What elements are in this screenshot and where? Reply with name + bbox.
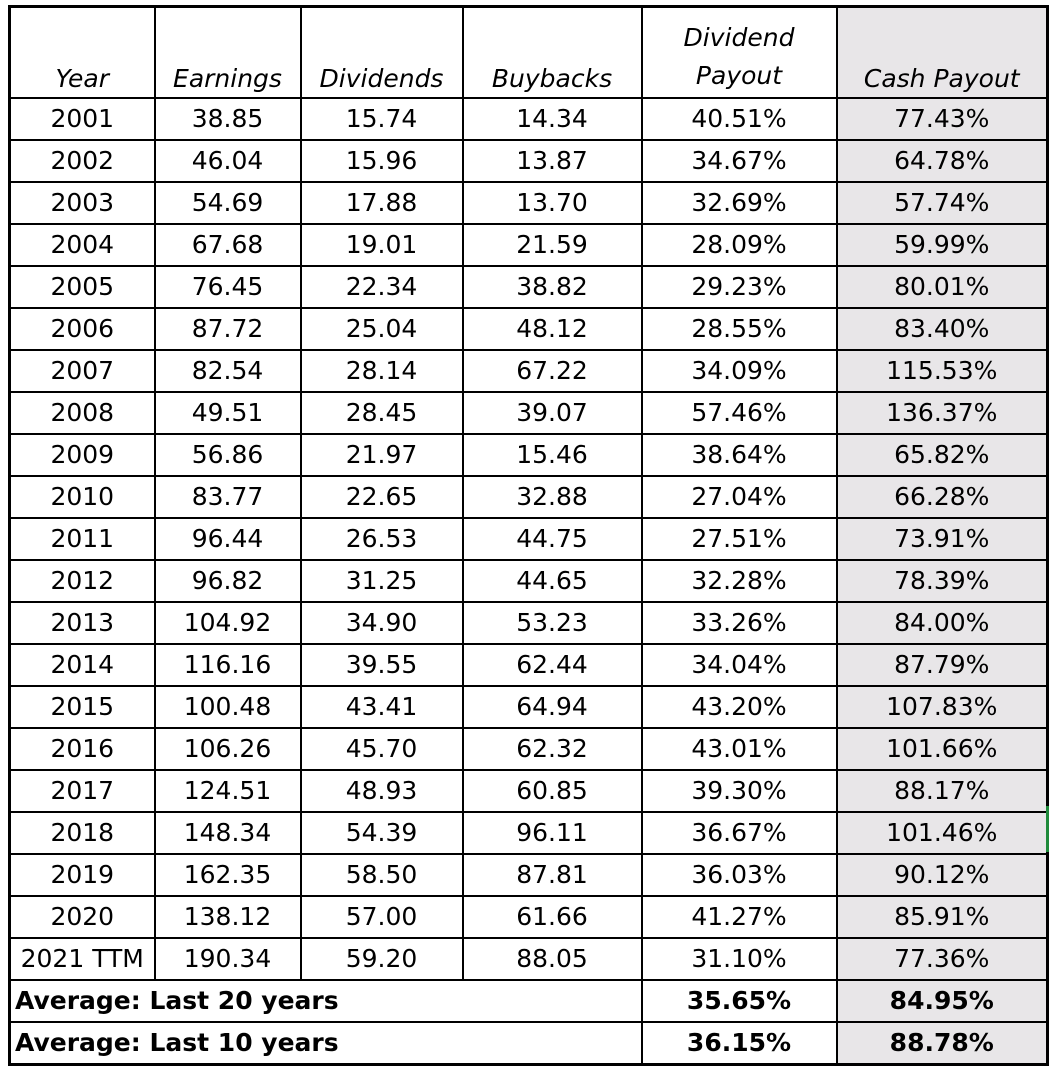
average-row <box>10 980 1048 1022</box>
table-row <box>10 644 1048 686</box>
cell-dividend-payout: 34.67% <box>642 140 837 182</box>
cell-earnings: 148.34 <box>155 812 301 854</box>
cell-year: 2020 <box>10 896 155 938</box>
cell-cash-payout: 88.17% <box>837 770 1048 812</box>
cell-buybacks: 88.05 <box>463 938 642 980</box>
table-row <box>10 896 1048 938</box>
cell-dividends: 19.01 <box>301 224 463 266</box>
cell-year: 2016 <box>10 728 155 770</box>
cell-year: 2004 <box>10 224 155 266</box>
cell-year: 2013 <box>10 602 155 644</box>
cell-cash-payout: 107.83% <box>837 686 1048 728</box>
cell-year: 2003 <box>10 182 155 224</box>
cell-dividend-payout: 32.69% <box>642 182 837 224</box>
cell-dividend-payout: 43.20% <box>642 686 837 728</box>
cell-buybacks: 60.85 <box>463 770 642 812</box>
cell-dividends: 39.55 <box>301 644 463 686</box>
cell-buybacks: 44.65 <box>463 560 642 602</box>
table-row <box>10 98 1048 140</box>
cell-year: 2001 <box>10 98 155 140</box>
cell-dividends: 15.74 <box>301 98 463 140</box>
cell-earnings: 96.82 <box>155 560 301 602</box>
cell-cash-payout: 77.36% <box>837 938 1048 980</box>
cell-earnings: 124.51 <box>155 770 301 812</box>
cell-buybacks: 87.81 <box>463 854 642 896</box>
cell-dividends: 45.70 <box>301 728 463 770</box>
cell-buybacks: 48.12 <box>463 308 642 350</box>
table-row <box>10 350 1048 392</box>
cell-earnings: 104.92 <box>155 602 301 644</box>
cell-buybacks: 44.75 <box>463 518 642 560</box>
cell-year: 2018 <box>10 812 155 854</box>
cell-year: 2009 <box>10 434 155 476</box>
cell-cash-payout: 87.79% <box>837 644 1048 686</box>
cell-dividend-payout: 39.30% <box>642 770 837 812</box>
cell-earnings: 76.45 <box>155 266 301 308</box>
table-row <box>10 140 1048 182</box>
cell-buybacks: 67.22 <box>463 350 642 392</box>
cell-dividends: 57.00 <box>301 896 463 938</box>
cell-buybacks: 13.70 <box>463 182 642 224</box>
cell-buybacks: 15.46 <box>463 434 642 476</box>
cell-cash-payout: 83.40% <box>837 308 1048 350</box>
cell-dividend-payout: 36.03% <box>642 854 837 896</box>
cell-earnings: 82.54 <box>155 350 301 392</box>
cell-earnings: 100.48 <box>155 686 301 728</box>
selection-edge-marker <box>1046 806 1049 852</box>
header-dividends: Dividends <box>301 7 463 99</box>
cell-earnings: 67.68 <box>155 224 301 266</box>
cell-dividends: 25.04 <box>301 308 463 350</box>
cell-dividends: 48.93 <box>301 770 463 812</box>
header-year: Year <box>10 7 155 99</box>
cell-dividends: 15.96 <box>301 140 463 182</box>
cell-earnings: 116.16 <box>155 644 301 686</box>
table-row <box>10 812 1048 854</box>
cell-dividends: 54.39 <box>301 812 463 854</box>
cell-cash-payout: 80.01% <box>837 266 1048 308</box>
cell-cash-payout: 64.78% <box>837 140 1048 182</box>
cell-year: 2012 <box>10 560 155 602</box>
cell-cash-payout: 77.43% <box>837 98 1048 140</box>
cell-cash-payout: 90.12% <box>837 854 1048 896</box>
cell-year: 2002 <box>10 140 155 182</box>
cell-year: 2021 TTM <box>10 938 155 980</box>
cell-buybacks: 38.82 <box>463 266 642 308</box>
cell-cash-payout: 59.99% <box>837 224 1048 266</box>
cell-earnings: 56.86 <box>155 434 301 476</box>
cell-cash-payout: 84.00% <box>837 602 1048 644</box>
table-row <box>10 560 1048 602</box>
header-earnings: Earnings <box>155 7 301 99</box>
cell-earnings: 83.77 <box>155 476 301 518</box>
table-row <box>10 392 1048 434</box>
cell-cash-payout: 66.28% <box>837 476 1048 518</box>
cell-year: 2010 <box>10 476 155 518</box>
cell-dividend-payout: 34.09% <box>642 350 837 392</box>
average-row <box>10 1022 1048 1065</box>
table-row <box>10 518 1048 560</box>
cell-buybacks: 21.59 <box>463 224 642 266</box>
cell-buybacks: 64.94 <box>463 686 642 728</box>
header-dividend-payout-line1: Dividend <box>683 23 795 52</box>
table-row <box>10 434 1048 476</box>
table-row <box>10 224 1048 266</box>
cell-dividend-payout: 41.27% <box>642 896 837 938</box>
cell-dividend-payout: 43.01% <box>642 728 837 770</box>
cell-earnings: 190.34 <box>155 938 301 980</box>
cell-earnings: 38.85 <box>155 98 301 140</box>
cell-buybacks: 14.34 <box>463 98 642 140</box>
cell-buybacks: 13.87 <box>463 140 642 182</box>
cell-cash-payout: 115.53% <box>837 350 1048 392</box>
payout-table <box>8 5 1049 1066</box>
cell-cash-payout: 85.91% <box>837 896 1048 938</box>
cell-cash-payout: 65.82% <box>837 434 1048 476</box>
header-dividend-payout <box>642 7 837 99</box>
cell-dividends: 28.14 <box>301 350 463 392</box>
cell-buybacks: 62.44 <box>463 644 642 686</box>
cell-earnings: 46.04 <box>155 140 301 182</box>
table-row <box>10 266 1048 308</box>
cell-buybacks: 32.88 <box>463 476 642 518</box>
cell-cash-payout: 136.37% <box>837 392 1048 434</box>
cell-dividend-payout: 28.09% <box>642 224 837 266</box>
table-row <box>10 854 1048 896</box>
cell-year: 2015 <box>10 686 155 728</box>
cell-dividend-payout: 32.28% <box>642 560 837 602</box>
average-label: Average: Last 10 years <box>10 1022 642 1065</box>
average-cash-payout: 84.95% <box>837 980 1048 1022</box>
cell-dividends: 59.20 <box>301 938 463 980</box>
cell-buybacks: 39.07 <box>463 392 642 434</box>
cell-earnings: 54.69 <box>155 182 301 224</box>
header-cash-payout: Cash Payout <box>837 7 1048 99</box>
cell-cash-payout: 73.91% <box>837 518 1048 560</box>
cell-buybacks: 62.32 <box>463 728 642 770</box>
cell-earnings: 49.51 <box>155 392 301 434</box>
cell-year: 2005 <box>10 266 155 308</box>
cell-dividend-payout: 29.23% <box>642 266 837 308</box>
cell-buybacks: 61.66 <box>463 896 642 938</box>
header-buybacks: Buybacks <box>463 7 642 99</box>
header-row <box>10 7 1048 99</box>
table-row <box>10 602 1048 644</box>
table-row <box>10 476 1048 518</box>
cell-dividends: 28.45 <box>301 392 463 434</box>
cell-dividend-payout: 36.67% <box>642 812 837 854</box>
cell-dividend-payout: 27.04% <box>642 476 837 518</box>
cell-year: 2008 <box>10 392 155 434</box>
cell-dividends: 17.88 <box>301 182 463 224</box>
cell-year: 2007 <box>10 350 155 392</box>
average-dividend-payout: 36.15% <box>642 1022 837 1065</box>
cell-dividends: 43.41 <box>301 686 463 728</box>
cell-year: 2014 <box>10 644 155 686</box>
table-row <box>10 308 1048 350</box>
table-row <box>10 182 1048 224</box>
cell-dividends: 58.50 <box>301 854 463 896</box>
cell-dividend-payout: 31.10% <box>642 938 837 980</box>
cell-cash-payout: 57.74% <box>837 182 1048 224</box>
cell-dividend-payout: 38.64% <box>642 434 837 476</box>
table-row <box>10 728 1048 770</box>
header-dividend-payout-line2: Payout <box>695 61 783 90</box>
cell-dividend-payout: 27.51% <box>642 518 837 560</box>
cell-buybacks: 53.23 <box>463 602 642 644</box>
cell-dividend-payout: 33.26% <box>642 602 837 644</box>
cell-earnings: 87.72 <box>155 308 301 350</box>
average-dividend-payout: 35.65% <box>642 980 837 1022</box>
table-row <box>10 938 1048 980</box>
cell-dividends: 34.90 <box>301 602 463 644</box>
table-row <box>10 686 1048 728</box>
cell-dividend-payout: 28.55% <box>642 308 837 350</box>
cell-dividends: 22.34 <box>301 266 463 308</box>
cell-dividend-payout: 40.51% <box>642 98 837 140</box>
cell-earnings: 162.35 <box>155 854 301 896</box>
average-label: Average: Last 20 years <box>10 980 642 1022</box>
cell-cash-payout: 101.46% <box>837 812 1048 854</box>
cell-year: 2011 <box>10 518 155 560</box>
cell-earnings: 96.44 <box>155 518 301 560</box>
cell-dividends: 21.97 <box>301 434 463 476</box>
cell-buybacks: 96.11 <box>463 812 642 854</box>
cell-dividend-payout: 57.46% <box>642 392 837 434</box>
cell-year: 2019 <box>10 854 155 896</box>
cell-cash-payout: 101.66% <box>837 728 1048 770</box>
cell-cash-payout: 78.39% <box>837 560 1048 602</box>
cell-dividends: 22.65 <box>301 476 463 518</box>
cell-dividends: 26.53 <box>301 518 463 560</box>
cell-year: 2006 <box>10 308 155 350</box>
cell-earnings: 106.26 <box>155 728 301 770</box>
table-row <box>10 770 1048 812</box>
cell-earnings: 138.12 <box>155 896 301 938</box>
cell-year: 2017 <box>10 770 155 812</box>
average-cash-payout: 88.78% <box>837 1022 1048 1065</box>
cell-dividend-payout: 34.04% <box>642 644 837 686</box>
cell-dividends: 31.25 <box>301 560 463 602</box>
